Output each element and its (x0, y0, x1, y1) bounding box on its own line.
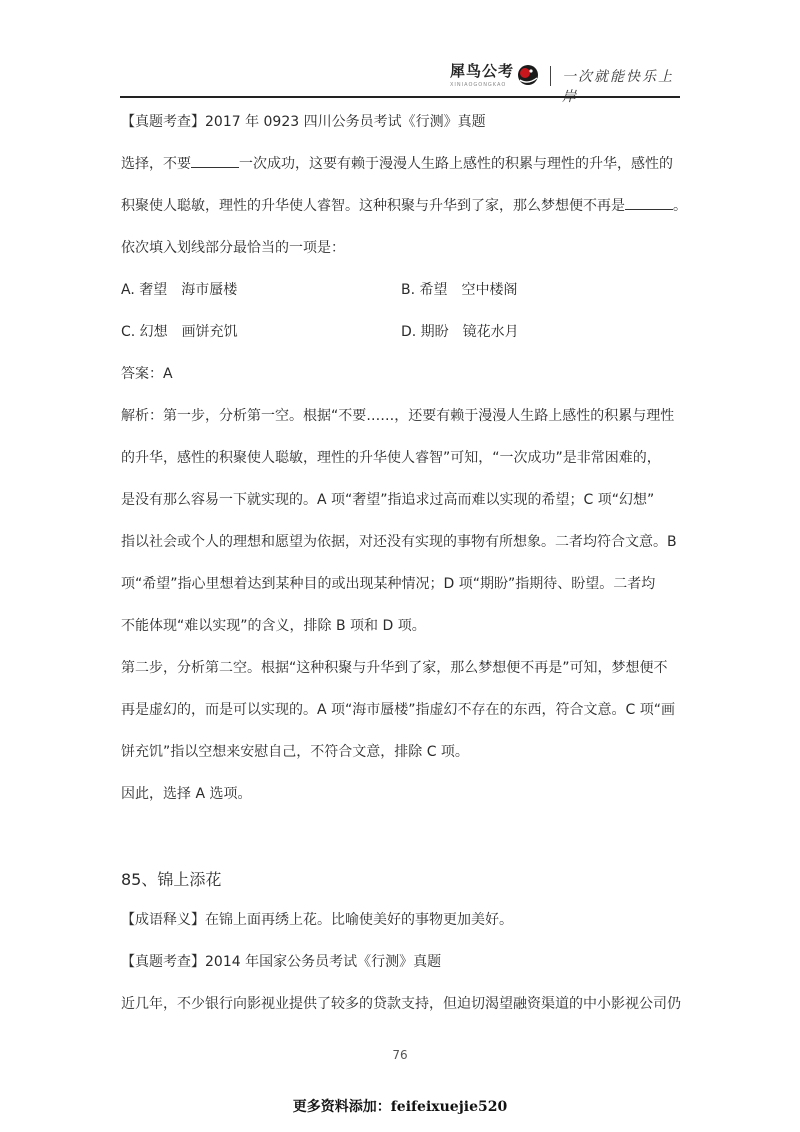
option-c: C. 幻想 画饼充饥 (121, 324, 238, 340)
blank-underline (191, 153, 239, 168)
question-prompt: 依次填入划线部分最恰当的一项是： (121, 240, 345, 256)
analysis-line: 解析：第一步，分析第一空。根据“不要……，还要有赖于漫漫人生路上感性的积累与理性 (121, 408, 675, 424)
analysis-line: 第二步，分析第二空。根据“这种积聚与升华到了家，那么梦想便不再是”可知，梦想便不 (121, 660, 668, 676)
analysis-line: 是没有那么容易一下就实现的。A 项“奢望”指追求过高而难以实现的希望；C 项“幻想” (121, 492, 655, 508)
options-row (121, 272, 681, 314)
brand-logo (450, 62, 540, 88)
option-a: A. 奢望 海市蜃楼 (121, 282, 238, 298)
page-number: 76 (392, 1048, 408, 1062)
analysis-line: 指以社会或个人的理想和愿望为依据，对还没有实现的事物有所想象。二者均符合文意。B (121, 534, 677, 550)
header-separator (550, 66, 551, 86)
logo-text: 犀鸟公考 (450, 62, 515, 80)
blank-underline (625, 195, 673, 210)
stem-text: 选择，不要 (121, 156, 191, 172)
analysis-line: 再是虚幻的，而是可以实现的。A 项“海市蜃楼”指虚幻不存在的东西，符合文意。C 项“画 (121, 702, 676, 718)
question-source: 【真题考查】2017 年 0923 四川公务员考试《行测》真题 (121, 114, 486, 130)
option-b: B. 希望 空中楼阁 (401, 282, 518, 298)
idiom-title: 85、锦上添花 (121, 870, 222, 889)
stem-text: 积聚使人聪敏，理性的升华使人睿智。这种积聚与升华到了家，那么梦想便不再是 (121, 198, 625, 214)
hornbill-logo-icon (516, 63, 540, 87)
analysis-line: 项“希望”指心里想着达到某种目的或出现某种情况；D 项“期盼”指期待、盼望。二者均 (121, 576, 656, 592)
header-rule (120, 96, 680, 98)
section-gap (121, 818, 681, 858)
question-stem-line (121, 146, 681, 188)
analysis-line: 的升华，感性的积聚使人聪敏，理性的升华使人睿智”可知，“一次成功”是非常困难的， (121, 450, 661, 466)
options-row (121, 314, 681, 356)
footer-note: 更多资料添加：feifeixuejie520 (292, 1099, 508, 1115)
idiom-question-stem: 近几年，不少银行向影视业提供了较多的贷款支持，但迫切渴望融资渠道的中小影视公司仍 (121, 996, 681, 1012)
stem-text: 。 (673, 198, 687, 214)
option-d: D. 期盼 镜花水月 (401, 324, 519, 340)
stem-text: 一次成功，这要有赖于漫漫人生路上感性的积累与理性的升华，感性的 (239, 156, 673, 172)
idiom-question-source: 【真题考查】2014 年国家公务员考试《行测》真题 (121, 954, 442, 970)
analysis-line: 因此，选择 A 选项。 (121, 786, 252, 802)
question-stem-line (121, 188, 687, 230)
logo-subtext: XINIAOGONGKAO (450, 82, 507, 88)
idiom-definition: 【成语释义】在锦上面再绣上花。比喻使美好的事物更加美好。 (121, 912, 513, 928)
analysis-line: 饼充饥”指以空想来安慰自己，不符合文意，排除 C 项。 (121, 744, 469, 760)
answer: 答案：A (121, 366, 173, 382)
analysis-line: 不能体现“难以实现”的含义，排除 B 项和 D 项。 (121, 618, 426, 634)
page-content (121, 104, 687, 1028)
page-header (120, 52, 680, 105)
header-slogan: 一次就能快乐上岸 (562, 69, 674, 105)
